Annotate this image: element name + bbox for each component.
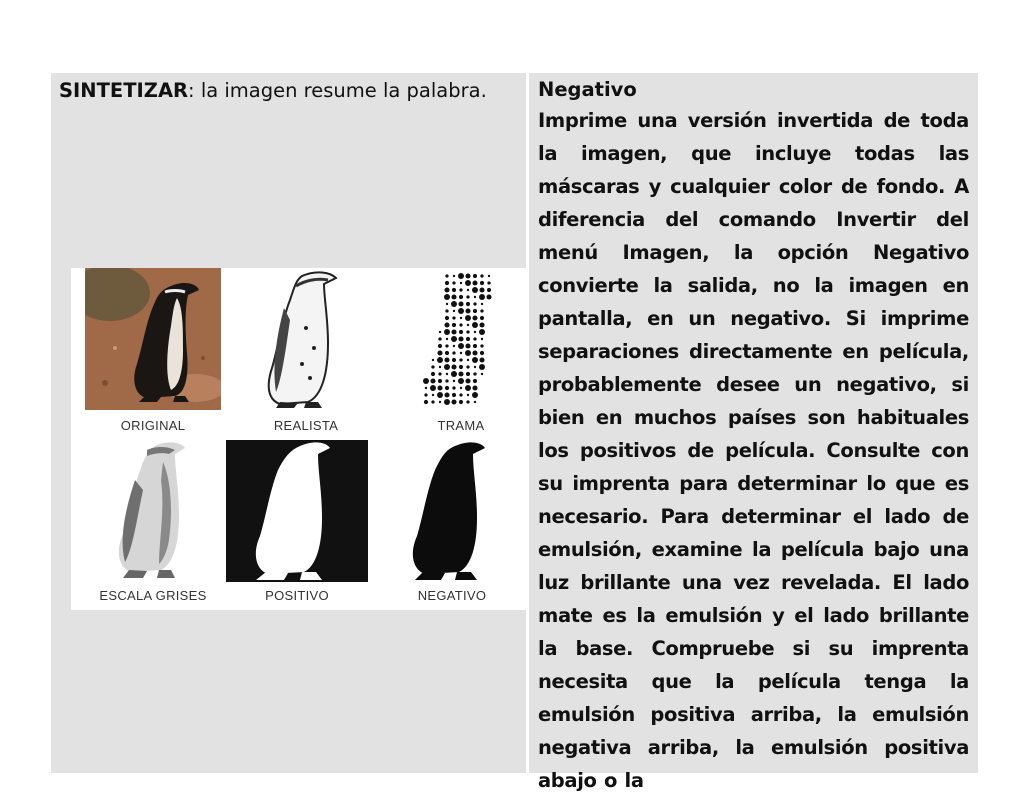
caption-trama: TRAMA [437,418,485,433]
caption-original: ORIGINAL [120,418,186,433]
left-heading [59,79,487,103]
caption-negativo: NEGATIVO [417,588,487,603]
heading-text: : la imagen resume la palabra. [188,79,487,102]
trama-halftone [406,268,516,413]
heading-keyword: SINTETIZAR [59,79,189,102]
left-cell [51,73,526,773]
positivo-image [226,440,368,582]
content-table [51,73,978,792]
right-cell [529,73,978,792]
section-body: Imprime una versión invertida de toda la imagen, que incluye todas las máscaras y cualquier color de fondo. A diferencia del comando Invertir del menú Imagen, la opción Negativo convierte la salida, no la imagen en pantalla, en un negativo. Si imprime separaciones directamente en película, probablemente desee un negativo, si bien en muchos países son habituales los positivos de película. Consulte con su imprenta para determinar lo que es necesario. Para determinar el lado de emulsión, examine la película bajo una luz brillante una vez revelada. El lado mate es la emulsión y el lado brillante la base. Compruebe si su imprenta necesita que la película tenga la emulsión positiva arriba, la emulsión negativa arriba, la emulsión positiva abajo o la [538,109,969,792]
caption-escala-grises: ESCALA GRISES [99,588,207,603]
section-title: Negativo [538,78,637,101]
caption-positivo: POSITIVO [265,588,329,603]
penguin-figure [71,268,526,610]
realista-drawing [236,268,376,413]
caption-realista: REALISTA [273,418,339,433]
negativo-image [391,440,511,582]
original-photo [85,268,221,410]
escala-grises-image [85,440,221,582]
